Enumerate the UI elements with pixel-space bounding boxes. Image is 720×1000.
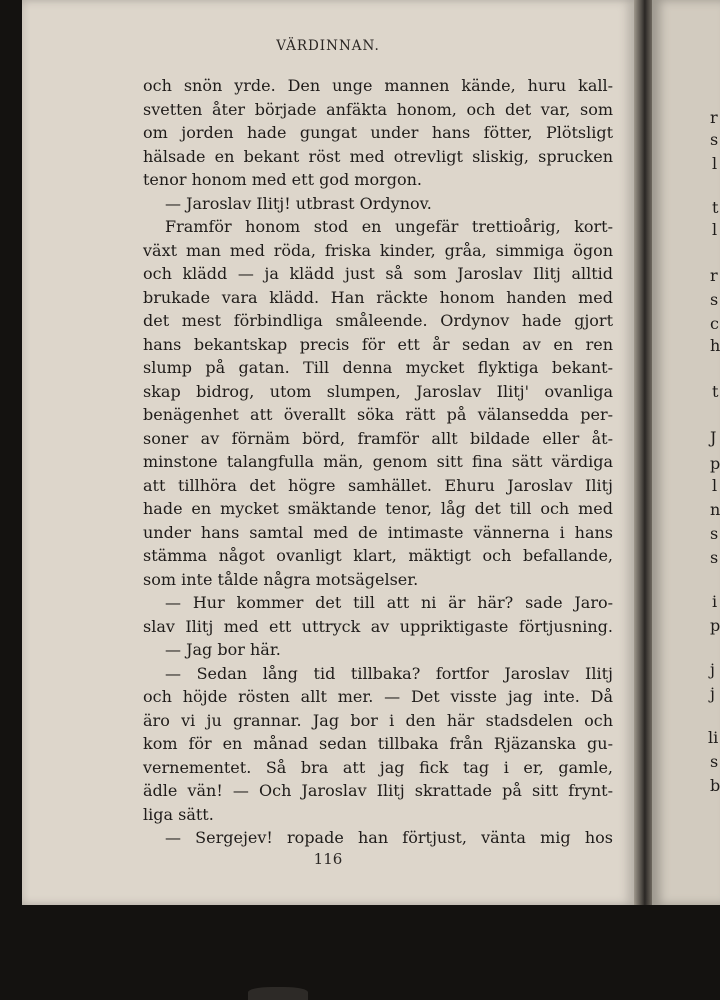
facing-page-fragment: li [708,728,719,747]
text-line: — Sedan lång tid tillbaka? fortfor Jaroslav Ilitj [165,663,613,683]
text-line: hans bekantskap precis för ett år sedan av en ren [143,334,613,354]
facing-page-fragment: l [712,476,718,495]
facing-page-fragment: l [712,154,718,173]
text-line: tenor honom med ett god morgon. [143,170,423,189]
text-line: hade en mycket smäktande tenor, låg det till och med [143,499,613,518]
facing-page-edge [652,0,720,905]
text-line: — Hur kommer det till att ni är här? sade Jaro- [165,593,613,612]
text-line: skap bidrog, utom slumpen, Jaroslav Ilitj' ovanliga [143,381,613,401]
text-line: kom för en månad sedan tillbaka från Rjäzanska gu- [143,734,613,753]
text-line: — Jag bor här. [165,640,281,659]
text-line: hälsade en bekant röst med otrevligt sliskig, sprucken [143,146,613,166]
text-line: — Sergejev! ropade han förtjust, vänta mig hos [165,828,613,847]
text-line: slump på gatan. Till denna mycket flyktiga bekant- [143,358,613,377]
text-line: stämma något ovanligt klart, mäktigt och befallande, [143,546,613,565]
book-gutter [634,0,652,905]
text-line: ädle vän! — Och Jaroslav Ilitj skrattade på sitt frynt- [143,781,613,800]
facing-page-fragment: l [712,220,718,239]
facing-page-fragment: s [710,752,719,771]
facing-page-fragment: s [710,130,719,149]
facing-page-fragment: r [710,266,718,285]
text-line: äro vi ju grannar. Jag bor i den här stadsdelen och [143,710,613,730]
text-line: växt man med röda, friska kinder, gråa, simmiga ögon [143,240,613,260]
text-line: slav Ilitj med ett uttryck av uppriktigaste förtjusning. [143,616,613,636]
facing-page-fragment: j [710,660,715,679]
facing-page-fragment: s [710,548,719,567]
facing-page-fragment: t [712,198,719,217]
text-line: brukade vara klädd. Han räckte honom handen med [143,287,613,307]
text-line: och höjde rösten allt mer. — Det visste jag inte. Då [143,687,613,706]
facing-page-fragment: s [710,290,719,309]
text-line: att tillhöra det högre samhället. Ehuru Jaroslav Ilitj [143,475,613,495]
text-line: under hans samtal med de intimaste vännerna i hans [143,522,613,542]
facing-page-fragment: J [710,428,717,447]
text-line: soner av förnäm börd, framför allt bildade eller åt- [143,428,613,448]
facing-page-fragment: c [710,314,719,333]
text-line: om jorden hade gungat under hans fötter, Plötsligt [143,123,613,142]
book-page [22,0,634,905]
facing-page-fragment: s [710,524,719,543]
facing-page-fragment: n [710,500,720,519]
text-line: — Jaroslav Ilitj! utbrast Ordynov. [165,193,432,213]
facing-page-fragment: p [710,454,720,473]
running-head: VÄRDINNAN. [276,38,380,54]
text-line: och klädd — ja klädd just så som Jaroslav Ilitj alltid [143,264,613,283]
body-text [143,74,613,850]
facing-page-fragment: t [712,382,719,401]
text-line: svetten åter började anfäkta honom, och det var, som [143,99,613,119]
facing-page-fragment: r [710,108,718,127]
text-line: Framför honom stod en ungefär trettioårig, kort- [165,217,613,236]
facing-page-fragment: h [710,336,720,355]
thumb-shadow [248,987,308,1000]
text-line: minstone talangfulla män, genom sitt fina sätt värdiga [143,452,613,471]
page-number: 116 [313,850,343,868]
facing-page-fragment: b [710,776,720,795]
text-line: vernementet. Så bra att jag fick tag i er, gamle, [143,757,613,777]
text-line: som inte tålde några motsägelser. [143,569,419,589]
facing-page-fragment: p [710,616,720,635]
facing-page-fragment: i [712,592,718,611]
text-line: benägenhet att överallt söka rätt på välansedda per- [143,405,613,424]
text-line: liga sätt. [143,804,214,824]
facing-page-fragment: j [710,684,715,703]
text-line: det mest förbindliga småleende. Ordynov hade gjort [143,311,613,330]
text-line: och snön yrde. Den unge mannen kände, huru kall- [143,76,613,95]
